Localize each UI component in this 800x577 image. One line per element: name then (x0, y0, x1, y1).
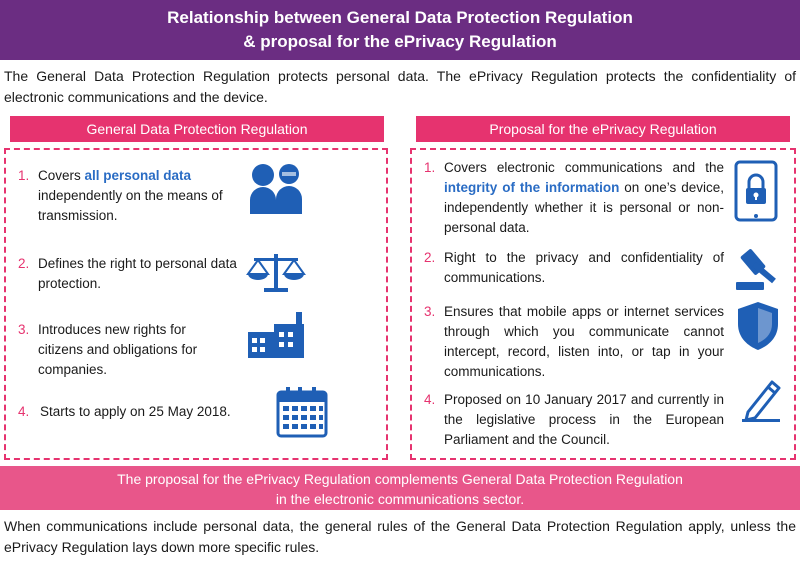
summary-line-1: The proposal for the ePrivacy Regulation complements General Data Protection Regulation (117, 471, 683, 487)
gdpr-panel (4, 148, 388, 460)
item-text: Proposed on 10 January 2017 and currently in the legislative process in the European Parliament and the Council. (444, 392, 724, 447)
item-text: Right to the privacy and confidentiality of communications. (444, 250, 724, 285)
gdpr-header: General Data Protection Regulation (10, 116, 384, 142)
item-number: 4. (18, 404, 30, 419)
people-icon (244, 158, 308, 214)
item-number: 2. (18, 256, 30, 271)
item-text: Starts to apply on 25 May 2018. (40, 404, 231, 419)
item-number: 3. (18, 322, 30, 337)
footer-text: When communications include personal data, the general rules of the General Data Protection Regulation apply, unless the ePrivacy Regulation lays down more specific rules. (4, 518, 796, 555)
gavel-icon (732, 246, 784, 292)
eprivacy-header: Proposal for the ePrivacy Regulation (416, 116, 790, 142)
item-text: Ensures that mobile apps or internet services through which you communicate cannot intercept, record, listen into, or tap in your communications. (444, 304, 724, 379)
item-text-pre: Covers (38, 168, 85, 183)
title-line-2: & proposal for the ePrivacy Regulation (243, 32, 557, 51)
item-text-post: independently on the means of transmission. (38, 188, 223, 223)
item-number: 1. (424, 160, 436, 175)
calendar-icon (276, 386, 328, 438)
item-number: 3. (424, 304, 436, 319)
item-number: 2. (424, 250, 436, 265)
scales-icon (246, 250, 306, 294)
shield-icon (736, 300, 780, 352)
title-line-1: Relationship between General Data Protection Regulation (167, 8, 633, 27)
tablet-lock-icon (734, 160, 778, 222)
item-highlight: all personal data (84, 168, 192, 183)
eprivacy-panel (410, 148, 796, 460)
pen-icon (738, 376, 784, 422)
item-text: Defines the right to personal data protection. (38, 256, 237, 291)
title-bar (0, 0, 800, 60)
item-number: 4. (424, 392, 436, 407)
intro-text: The General Data Protection Regulation protects personal data. The ePrivacy Regulation protects the confidentiality of electronic communications and the device. (4, 68, 796, 105)
factory-icon (246, 310, 308, 360)
summary-line-2: in the electronic communications sector. (275, 491, 525, 507)
item-text-pre: Covers electronic communications and the (444, 160, 724, 175)
summary-bar (0, 466, 800, 510)
item-text: Introduces new rights for citizens and obligations for companies. (38, 322, 198, 377)
item-number: 1. (18, 168, 30, 183)
item-highlight: integrity of the information (444, 180, 620, 195)
item-text-post: on one’s device, independently whether it is personal or non-personal data. (444, 180, 725, 235)
